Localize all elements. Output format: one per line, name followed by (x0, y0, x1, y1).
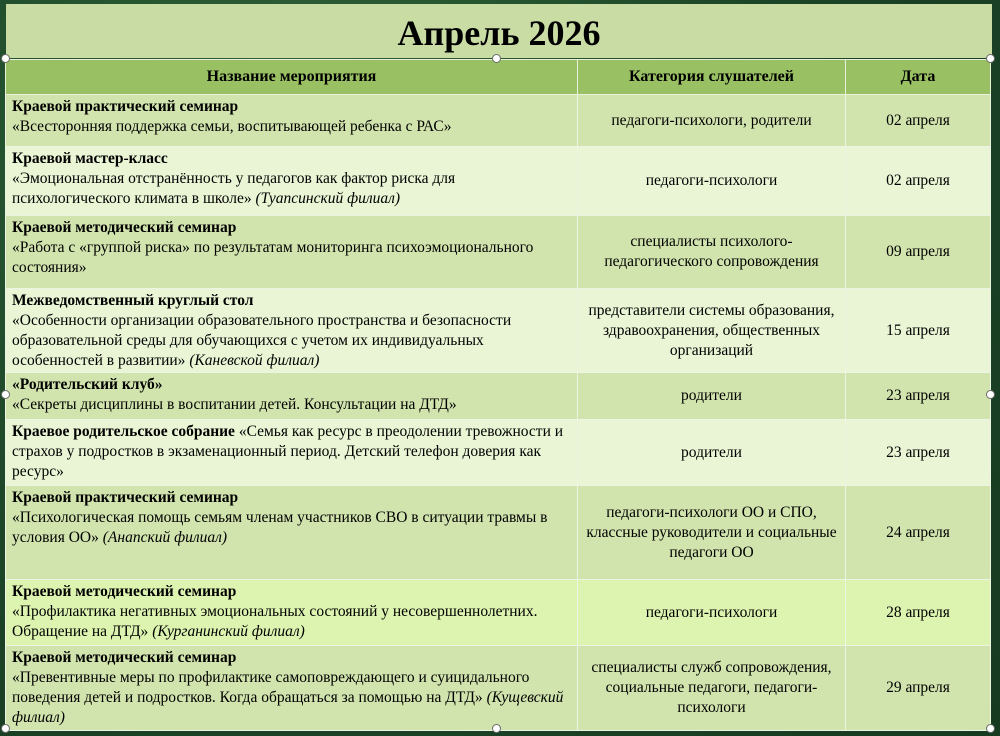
event-name-cell (6, 147, 578, 216)
event-date: 02 апреля (846, 95, 991, 147)
event-date: 02 апреля (846, 147, 991, 216)
event-category: родители (578, 420, 846, 486)
event-type: Краевой методический семинар (12, 219, 237, 236)
event-category: специалисты служб сопровождения, социальные педагоги, педагоги-психологи (578, 646, 846, 731)
table-row (6, 95, 991, 147)
resize-handle-middle-right[interactable] (986, 390, 995, 399)
event-category: представители системы образования, здравоохранения, общественных организаций (578, 289, 846, 373)
event-type: Межведомственный круглый стол (12, 292, 254, 309)
page-title: Апрель 2026 (6, 4, 992, 58)
table-row (6, 486, 991, 580)
resize-handle-bottom-center[interactable] (492, 724, 501, 733)
events-table-wrapper (5, 59, 990, 729)
resize-handle-top-right[interactable] (986, 54, 995, 63)
table-header-row (6, 60, 991, 95)
event-title: «Работа с «группой риска» по результатам мониторинга психоэмоционального состояния» (12, 239, 534, 276)
event-category: педагоги-психологи (578, 580, 846, 646)
event-type: Краевой практический семинар (12, 489, 239, 506)
event-title: «Профилактика негативных эмоциональных состояний у несовершеннолетних. Обращение на ДТД» (12, 603, 538, 640)
table-row (6, 420, 991, 486)
event-name-cell (6, 580, 578, 646)
header-category: Категория слушателей (578, 60, 846, 95)
event-name-cell (6, 95, 578, 147)
table-row (6, 646, 991, 731)
resize-handle-middle-left[interactable] (1, 390, 10, 399)
resize-handle-bottom-right[interactable] (986, 724, 995, 733)
event-name-cell (6, 486, 578, 580)
event-type: Краевой методический семинар (12, 583, 237, 600)
event-title: «Эмоциональная отстранённость у педагогов как фактор риска для психологического климата в школе» (12, 170, 456, 207)
event-date: 09 апреля (846, 216, 991, 289)
event-date: 23 апреля (846, 420, 991, 486)
table-row (6, 580, 991, 646)
event-branch: (Кущевский филиал) (12, 689, 564, 726)
event-title: «Психологическая помощь семьям членам участников СВО в ситуации травмы в условия ОО» (12, 509, 548, 546)
event-type: Краевой мастер-класс (12, 150, 168, 167)
table-row (6, 147, 991, 216)
resize-handle-bottom-left[interactable] (1, 724, 10, 733)
event-branch: (Курганинский филиал) (152, 623, 305, 640)
resize-handle-top-left[interactable] (1, 54, 10, 63)
table-row (6, 289, 991, 373)
event-title: «Всесторонняя поддержка семьи, воспитывающей ребенка с РАС» (12, 118, 452, 135)
event-title: «Семья как ресурс в преодолении тревожности и страхов у подростков в экзаменационный период. Детский телефон доверия как ресурс» (12, 423, 564, 480)
event-date: 15 апреля (846, 289, 991, 373)
table-row (6, 373, 991, 420)
event-type: Краевое родительское собрание (12, 423, 235, 440)
event-date: 29 апреля (846, 646, 991, 731)
event-date: 24 апреля (846, 486, 991, 580)
event-type: «Родительский клуб» (12, 376, 163, 393)
table-row (6, 216, 991, 289)
header-name: Название мероприятия (6, 60, 578, 95)
event-branch: (Анапский филиал) (102, 529, 228, 546)
event-name-cell (6, 289, 578, 373)
event-name-cell (6, 216, 578, 289)
events-table (5, 59, 991, 731)
resize-handle-top-center[interactable] (492, 54, 501, 63)
event-date: 23 апреля (846, 373, 991, 420)
event-category: педагоги-психологи (578, 147, 846, 216)
event-type: Краевой практический семинар (12, 98, 239, 115)
event-category: специалисты психолого-педагогического сопровождения (578, 216, 846, 289)
event-date: 28 апреля (846, 580, 991, 646)
event-category: педагоги-психологи, родители (578, 95, 846, 147)
event-title: «Особенности организации образовательного пространства и безопасности образовательной среды для обучающихся с учетом их индивидуальных особенностей в развитии» (12, 312, 512, 369)
event-name-cell (6, 646, 578, 731)
event-name-cell (6, 373, 578, 420)
event-branch: (Туапсинский филиал) (255, 190, 401, 207)
event-title: «Превентивные меры по профилактике самоповреждающего и суицидального поведения детей и подростков. Когда обращаться за помощью на ДТД» (12, 669, 530, 706)
event-category: родители (578, 373, 846, 420)
header-date: Дата (846, 60, 991, 95)
event-type: Краевой методический семинар (12, 649, 237, 666)
event-title: «Секреты дисциплины в воспитании детей. Консультации на ДТД» (12, 396, 457, 413)
event-category: педагоги-психологи ОО и СПО, классные руководители и социальные педагоги ОО (578, 486, 846, 580)
event-name-cell (6, 420, 578, 486)
event-branch: (Каневской филиал) (189, 352, 320, 369)
